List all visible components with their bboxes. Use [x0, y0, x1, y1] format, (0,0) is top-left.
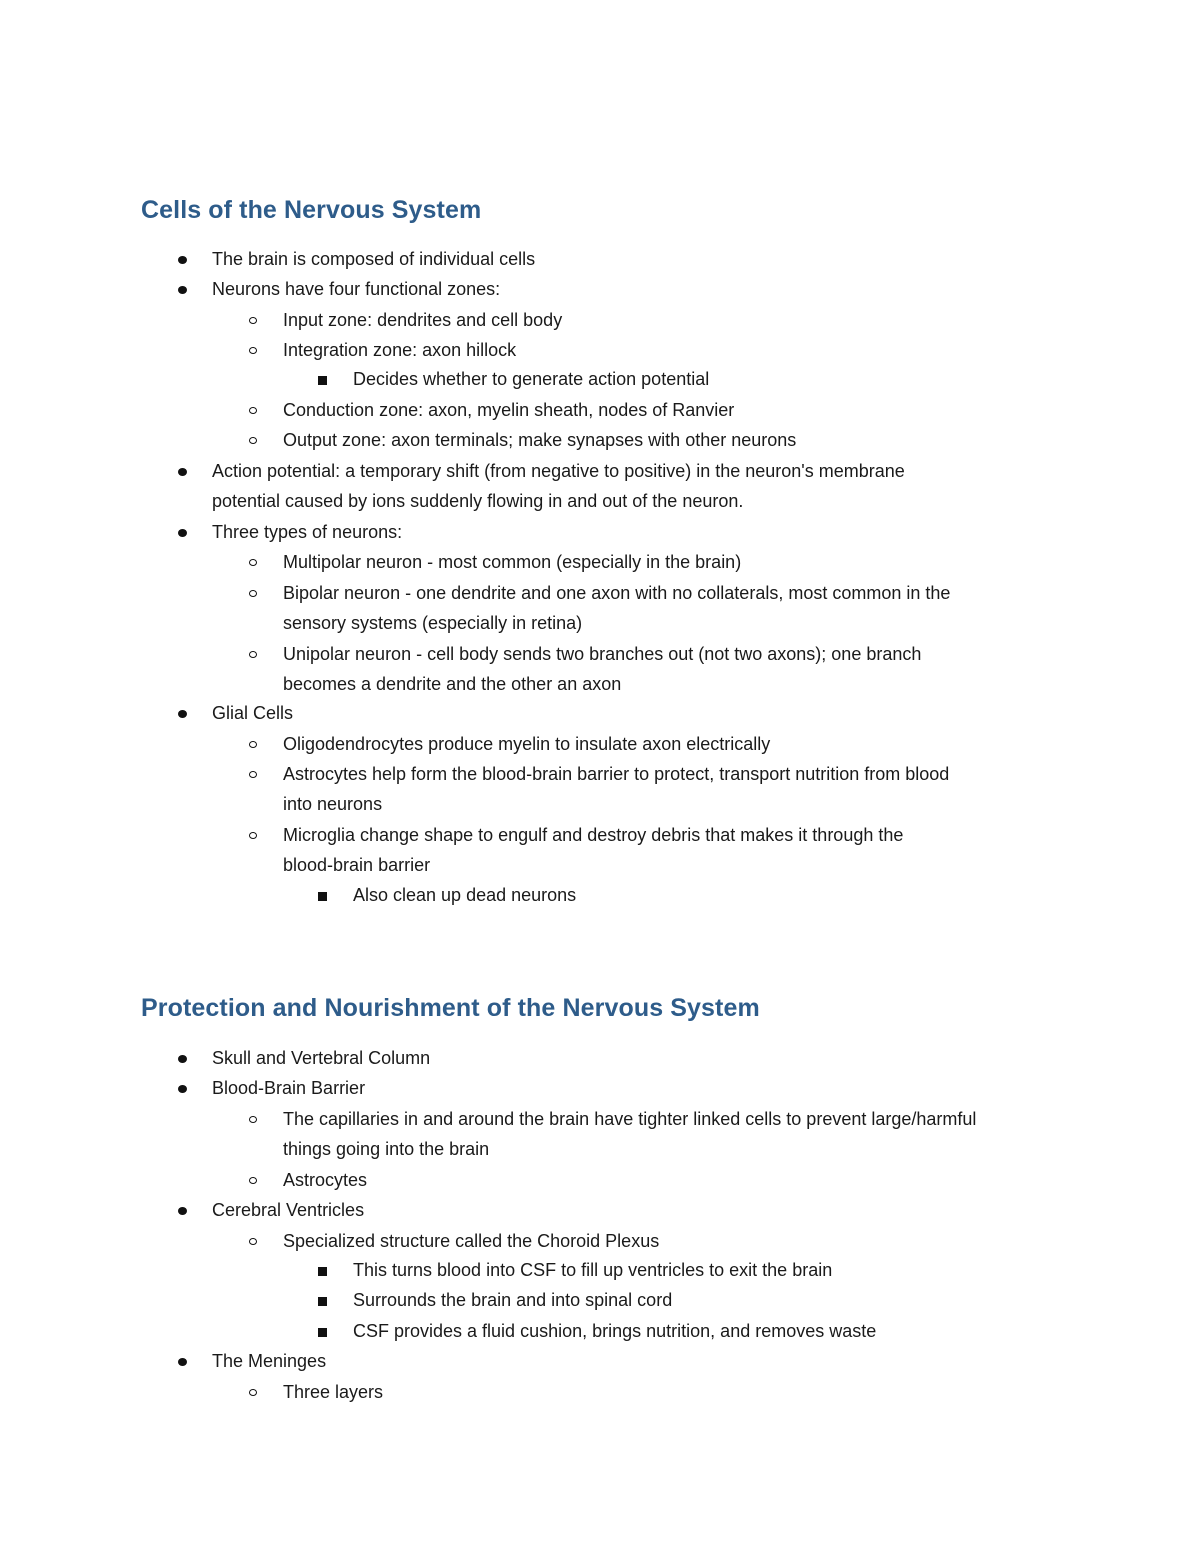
section-heading: Cells of the Nervous System: [141, 196, 482, 224]
bullet-dot-icon: [178, 529, 187, 537]
list-item: The Meninges: [212, 1351, 327, 1371]
list-item: Also clean up dead neurons: [353, 885, 577, 905]
list-item: Multipolar neuron - most common (especially in the brain): [283, 552, 742, 572]
bullet-circle-icon: [249, 651, 257, 658]
list-item: Astrocytes: [283, 1170, 368, 1190]
list-item: Oligodendrocytes produce myelin to insulate axon electrically: [283, 734, 771, 754]
list-item: Three types of neurons:: [212, 522, 403, 542]
list-item: Output zone: axon terminals; make synapses with other neurons: [283, 430, 797, 450]
bullet-dot-icon: [178, 286, 187, 294]
list-item: Integration zone: axon hillock: [283, 340, 517, 360]
bullet-dot-icon: [178, 1358, 187, 1366]
list-item: Cerebral Ventricles: [212, 1200, 365, 1220]
bullet-dot-icon: [178, 256, 187, 264]
list-item: Decides whether to generate action potential: [353, 369, 710, 389]
bullet-square-icon: [318, 1267, 327, 1276]
bullet-circle-icon: [249, 407, 257, 414]
list-item: Specialized structure called the Choroid Plexus: [283, 1231, 660, 1251]
list-item: Glial Cells: [212, 703, 294, 723]
list-item: Skull and Vertebral Column: [212, 1048, 431, 1068]
bullet-circle-icon: [249, 741, 257, 748]
list-item: Unipolar neuron - cell body sends two branches out (not two axons); one branch: [283, 644, 922, 664]
list-item: This turns blood into CSF to fill up ventricles to exit the brain: [353, 1260, 833, 1280]
bullet-circle-icon: [249, 437, 257, 444]
bullet-circle-icon: [249, 317, 257, 324]
list-item: Bipolar neuron - one dendrite and one axon with no collaterals, most common in the: [283, 583, 951, 603]
bullet-dot-icon: [178, 1085, 187, 1093]
bullet-circle-icon: [249, 559, 257, 566]
bullet-dot-icon: [178, 1055, 187, 1063]
bullet-circle-icon: [249, 832, 257, 839]
bullet-circle-icon: [249, 1238, 257, 1245]
list-item: Blood-Brain Barrier: [212, 1078, 366, 1098]
bullet-circle-icon: [249, 347, 257, 354]
bullet-circle-icon: [249, 1177, 257, 1184]
list-item-continuation: blood-brain barrier: [283, 855, 431, 875]
section-heading: Protection and Nourishment of the Nervous System: [141, 994, 760, 1022]
list-item-continuation: sensory systems (especially in retina): [283, 613, 583, 633]
bullet-circle-icon: [249, 771, 257, 778]
bullet-square-icon: [318, 376, 327, 385]
bullet-square-icon: [318, 1328, 327, 1337]
bullet-dot-icon: [178, 710, 187, 718]
bullet-circle-icon: [249, 1116, 257, 1123]
list-item-continuation: things going into the brain: [283, 1139, 490, 1159]
bullet-dot-icon: [178, 468, 187, 476]
list-item: Conduction zone: axon, myelin sheath, nodes of Ranvier: [283, 400, 735, 420]
bullet-dot-icon: [178, 1207, 187, 1215]
list-item: The brain is composed of individual cells: [212, 249, 536, 269]
list-item: Input zone: dendrites and cell body: [283, 310, 563, 330]
list-item: Three layers: [283, 1382, 384, 1402]
list-item: Microglia change shape to engulf and destroy debris that makes it through the: [283, 825, 904, 845]
list-item: Surrounds the brain and into spinal cord: [353, 1290, 673, 1310]
list-item: The capillaries in and around the brain have tighter linked cells to prevent large/harmful: [283, 1109, 977, 1129]
list-item-continuation: potential caused by ions suddenly flowing in and out of the neuron.: [212, 491, 744, 511]
list-item: Astrocytes help form the blood-brain barrier to protect, transport nutrition from blood: [283, 764, 950, 784]
list-item: Neurons have four functional zones:: [212, 279, 501, 299]
list-item-continuation: into neurons: [283, 794, 383, 814]
bullet-square-icon: [318, 1297, 327, 1306]
bullet-square-icon: [318, 892, 327, 901]
bullet-circle-icon: [249, 1389, 257, 1396]
list-item: Action potential: a temporary shift (from negative to positive) in the neuron's membrane: [212, 461, 905, 481]
bullet-circle-icon: [249, 590, 257, 597]
list-item: CSF provides a fluid cushion, brings nutrition, and removes waste: [353, 1321, 877, 1341]
list-item-continuation: becomes a dendrite and the other an axon: [283, 674, 622, 694]
